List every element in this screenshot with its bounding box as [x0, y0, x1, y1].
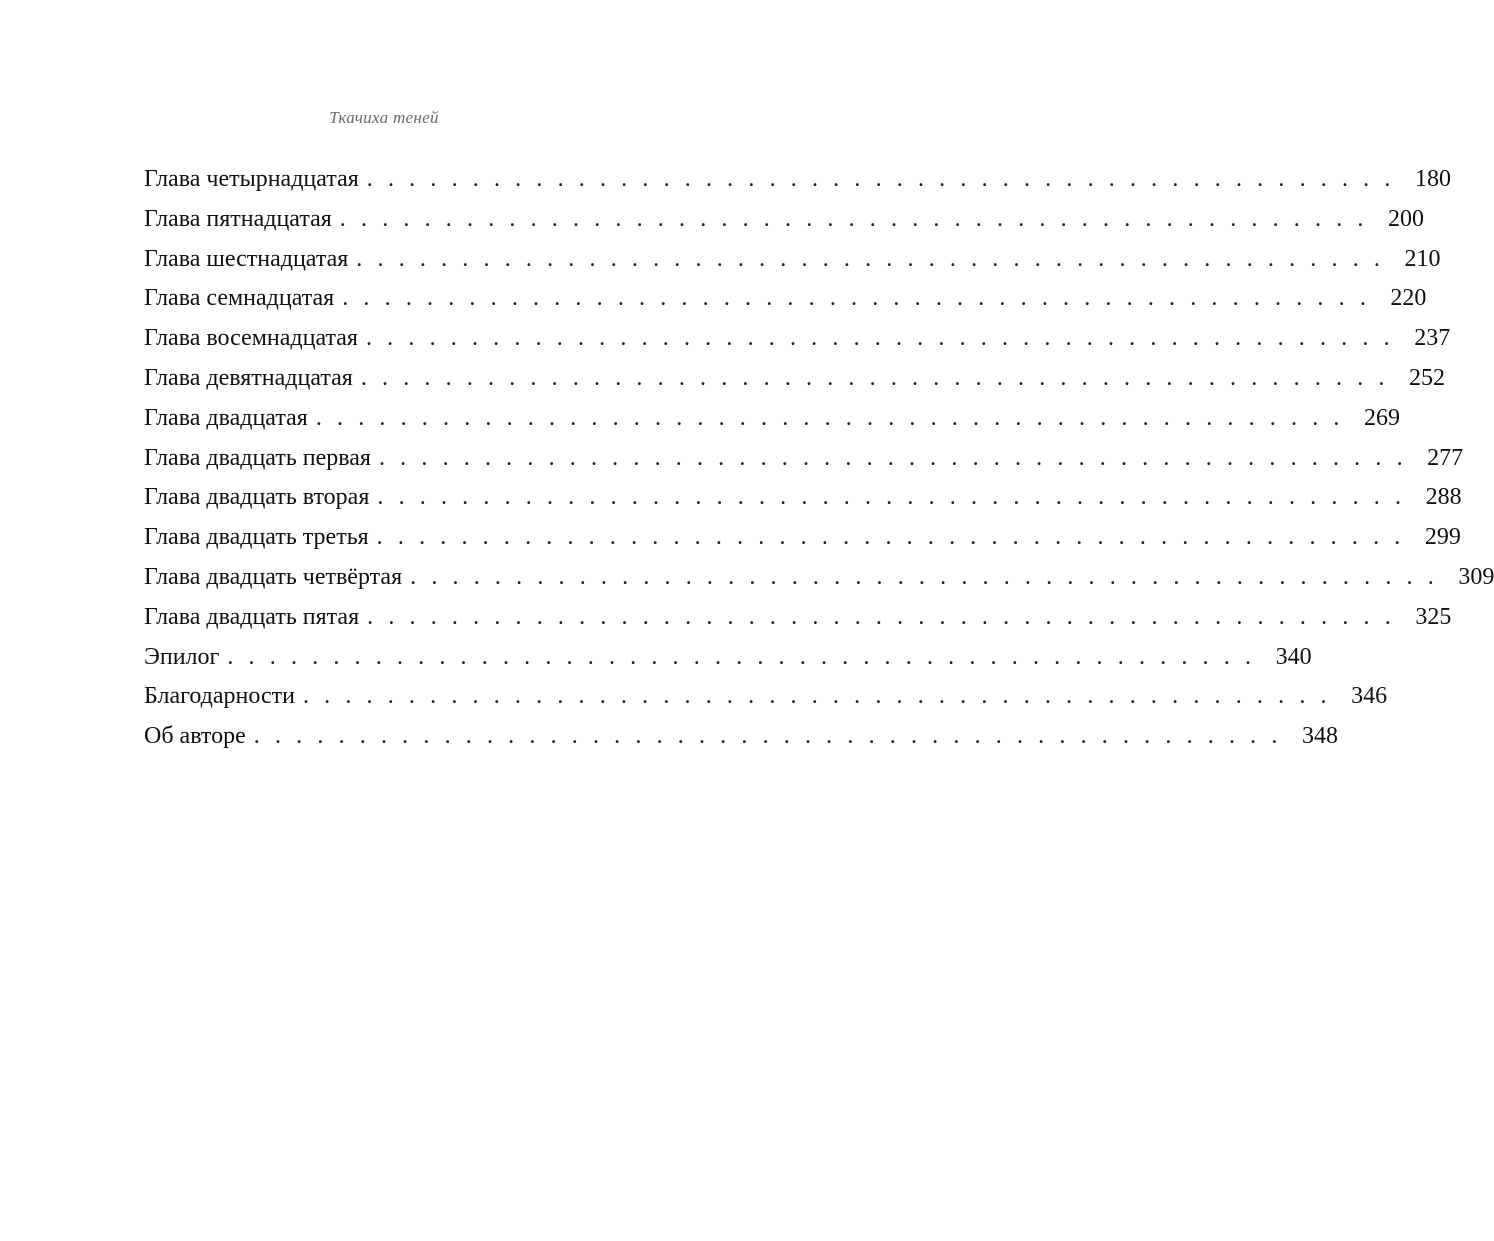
toc-entry-title: Благодарности: [144, 683, 295, 710]
toc-entry-page: 309: [1458, 563, 1494, 590]
toc-entry-title: Глава пятнадцатая: [144, 205, 332, 232]
toc-entry-title: Глава двадцать вторая: [144, 484, 370, 511]
toc-leader-dots: . . . . . . . . . . . . . . . . . . . . . . . . . . . . . . . . . . . . . . . . . . . . . . . . .: [410, 563, 1439, 590]
toc-entry: [144, 240, 1441, 280]
toc-leader-dots: . . . . . . . . . . . . . . . . . . . . . . . . . . . . . . . . . . . . . . . . . . . . . . . . .: [356, 245, 1385, 272]
toc-entry-title: Глава двадцать четвёртая: [144, 563, 403, 590]
toc-entry: [144, 200, 1424, 240]
toc-leader-dots: . . . . . . . . . . . . . . . . . . . . . . . . . . . . . . . . . . . . . . . . . . . . . . . . .: [253, 723, 1282, 750]
toc-entry: [144, 717, 1338, 757]
toc-entry-title: Глава двадцатая: [144, 404, 308, 431]
toc-entry-title: Глава четырнадцатая: [144, 166, 359, 192]
toc-entry: [144, 478, 1462, 518]
toc-entry-title: Глава двадцать пятая: [144, 603, 360, 630]
toc-entry-title: Об авторе: [144, 723, 246, 750]
toc-entry: [144, 399, 1401, 439]
toc-entry-page: 288: [1425, 484, 1462, 511]
running-head: Ткачиха теней: [329, 108, 439, 127]
toc-entry-title: Глава двадцать первая: [144, 444, 371, 471]
toc-leader-dots: . . . . . . . . . . . . . . . . . . . . . . . . . . . . . . . . . . . . . . . . . . . . . . . . .: [227, 643, 1256, 670]
toc-leader-dots: . . . . . . . . . . . . . . . . . . . . . . . . . . . . . . . . . . . . . . . . . . . . . . . . .: [367, 603, 1396, 630]
toc-entry: [144, 359, 1446, 399]
toc-entry-page: 237: [1414, 325, 1451, 352]
toc-entry-page: 340: [1275, 643, 1312, 670]
toc-leader-dots: . . . . . . . . . . . . . . . . . . . . . . . . . . . . . . . . . . . . . . . . . . . . . . . . .: [315, 404, 1345, 431]
toc-entry-page: 299: [1424, 524, 1461, 551]
toc-entry-page: 210: [1404, 245, 1441, 272]
toc-entry: [144, 160, 1451, 200]
toc-entry: [144, 638, 1312, 678]
toc-entry-page: 269: [1364, 404, 1401, 431]
toc-entry: [144, 439, 1464, 479]
toc-entry-page: 200: [1388, 205, 1424, 232]
toc-entry-page: 180: [1414, 166, 1451, 192]
toc-leader-dots: . . . . . . . . . . . . . . . . . . . . . . . . . . . . . . . . . . . . . . . . . . . . . . . . .: [377, 484, 1406, 511]
toc-entry-title: Глава девятнадцатая: [144, 364, 353, 391]
toc-entry: [144, 598, 1452, 638]
toc-leader-dots: . . . . . . . . . . . . . . . . . . . . . . . . . . . . . . . . . . . . . . . . . . . . . . . . .: [339, 205, 1368, 232]
toc-entry-page: 277: [1427, 444, 1464, 471]
toc-leader-dots: . . . . . . . . . . . . . . . . . . . . . . . . . . . . . . . . . . . . . . . . . . . . . . . . .: [366, 166, 1395, 192]
toc-entry-page: 252: [1409, 364, 1446, 391]
toc-entry-page: 348: [1301, 723, 1338, 750]
toc-leader-dots: . . . . . . . . . . . . . . . . . . . . . . . . . . . . . . . . . . . . . . . . . . . . . . . . .: [378, 444, 1408, 471]
toc-entry-page: 346: [1351, 683, 1388, 710]
toc-entry: [144, 677, 1388, 717]
toc-entry-title: Глава шестнадцатая: [144, 245, 349, 272]
toc-entry: [144, 518, 1461, 558]
toc-entry-title: Глава восемнадцатая: [144, 325, 358, 352]
toc-leader-dots: . . . . . . . . . . . . . . . . . . . . . . . . . . . . . . . . . . . . . . . . . . . . . . . . .: [365, 325, 1395, 352]
toc-entry-title: Эпилог: [144, 643, 220, 670]
toc-entry: [144, 558, 1494, 598]
toc-entry: [144, 279, 1427, 319]
toc-entry: [144, 319, 1451, 359]
toc-entry-title: Глава семнадцатая: [144, 285, 335, 312]
toc-leader-dots: . . . . . . . . . . . . . . . . . . . . . . . . . . . . . . . . . . . . . . . . . . . . . . . . .: [360, 364, 1390, 391]
toc-leader-dots: . . . . . . . . . . . . . . . . . . . . . . . . . . . . . . . . . . . . . . . . . . . . . . . . .: [342, 285, 1371, 312]
toc-entry-title: Глава двадцать третья: [144, 524, 369, 551]
toc-leader-dots: . . . . . . . . . . . . . . . . . . . . . . . . . . . . . . . . . . . . . . . . . . . . . . . . .: [302, 683, 1332, 710]
table-of-contents: [144, 160, 1494, 757]
toc-leader-dots: . . . . . . . . . . . . . . . . . . . . . . . . . . . . . . . . . . . . . . . . . . . . . . . . .: [376, 524, 1405, 551]
toc-entry-page: 220: [1390, 285, 1427, 312]
toc-entry-page: 325: [1415, 603, 1452, 630]
